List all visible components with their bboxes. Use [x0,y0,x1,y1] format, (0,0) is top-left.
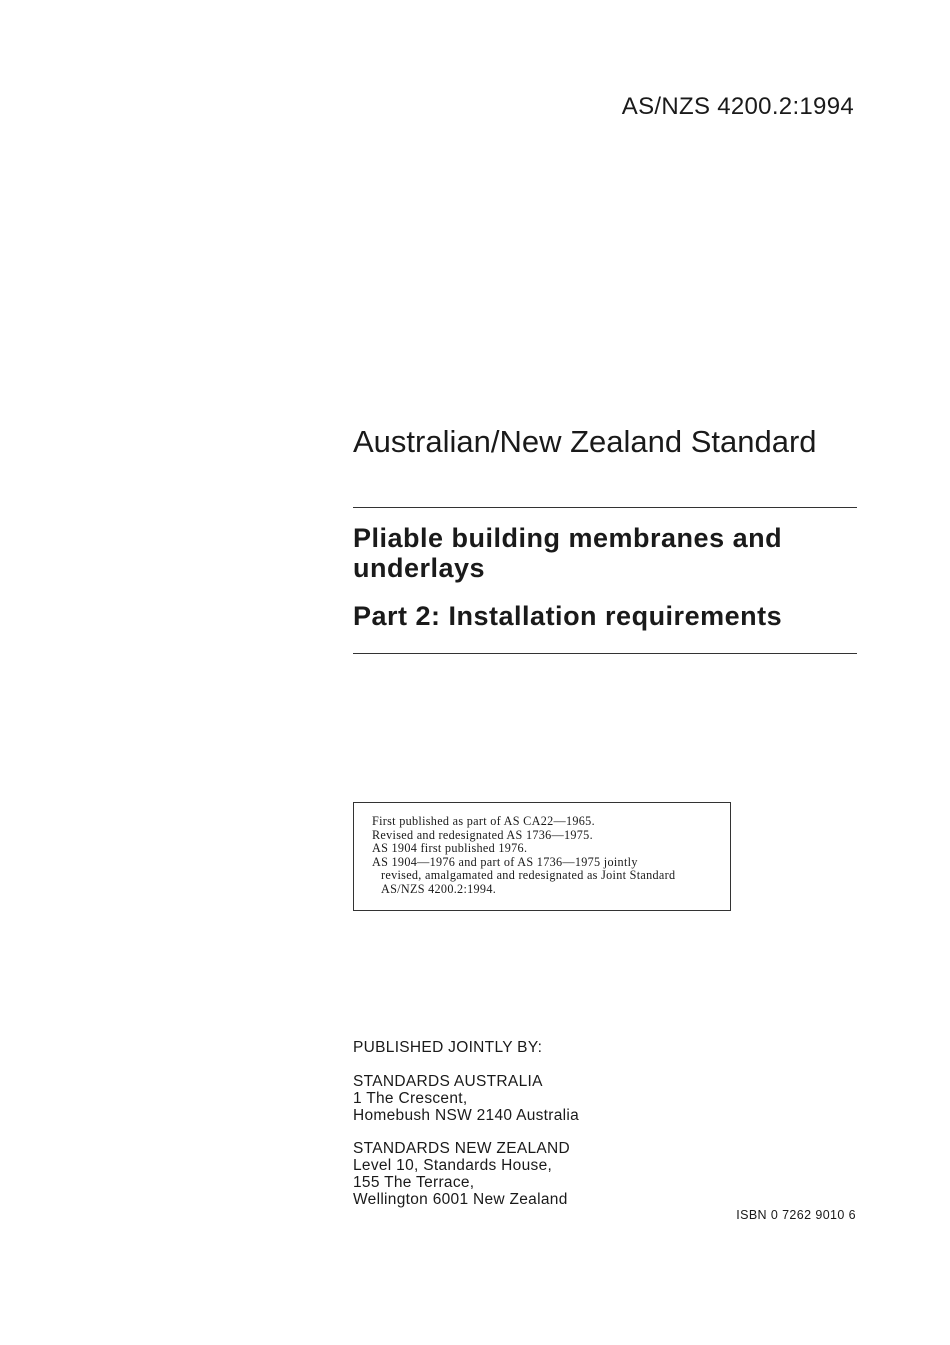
document-title: Pliable building membranes and underlays [353,523,783,583]
isbn-number: ISBN 0 7262 9010 6 [736,1208,856,1222]
document-number: AS/NZS 4200.2:1994 [621,93,854,120]
address-line: Wellington 6001 New Zealand [353,1191,568,1208]
publishers-section [353,1039,579,1224]
history-line: First published as part of AS CA22—1965. [372,814,595,828]
document-subtitle: Part 2: Installation requirements [353,601,783,631]
history-line: AS/NZS 4200.2:1994. [381,881,497,896]
publisher-standards-australia [353,1073,579,1124]
address-line: 1 The Crescent, [353,1090,468,1107]
publisher-standards-new-zealand [353,1140,579,1208]
document-type-heading: Australian/New Zealand Standard [353,424,817,459]
address-line: Homebush NSW 2140 Australia [353,1107,580,1124]
history-line: AS 1904 first published 1976. [372,841,528,856]
address-line: 155 The Terrace, [353,1174,475,1191]
publisher-name: STANDARDS AUSTRALIA [353,1073,543,1090]
history-line: revised, amalgamated and redesignated as Joint Standard [381,868,676,883]
history-line: AS 1904—1976 and part of AS 1736—1975 jointly [372,854,638,869]
divider-bottom [353,653,857,654]
history-line: Revised and redesignated AS 1736—1975. [372,827,593,842]
address-line: Level 10, Standards House, [353,1157,553,1174]
publisher-name: STANDARDS NEW ZEALAND [353,1140,571,1157]
publishers-heading: PUBLISHED JOINTLY BY: [353,1039,543,1056]
divider-top [353,507,857,508]
publication-history-box [353,802,731,911]
